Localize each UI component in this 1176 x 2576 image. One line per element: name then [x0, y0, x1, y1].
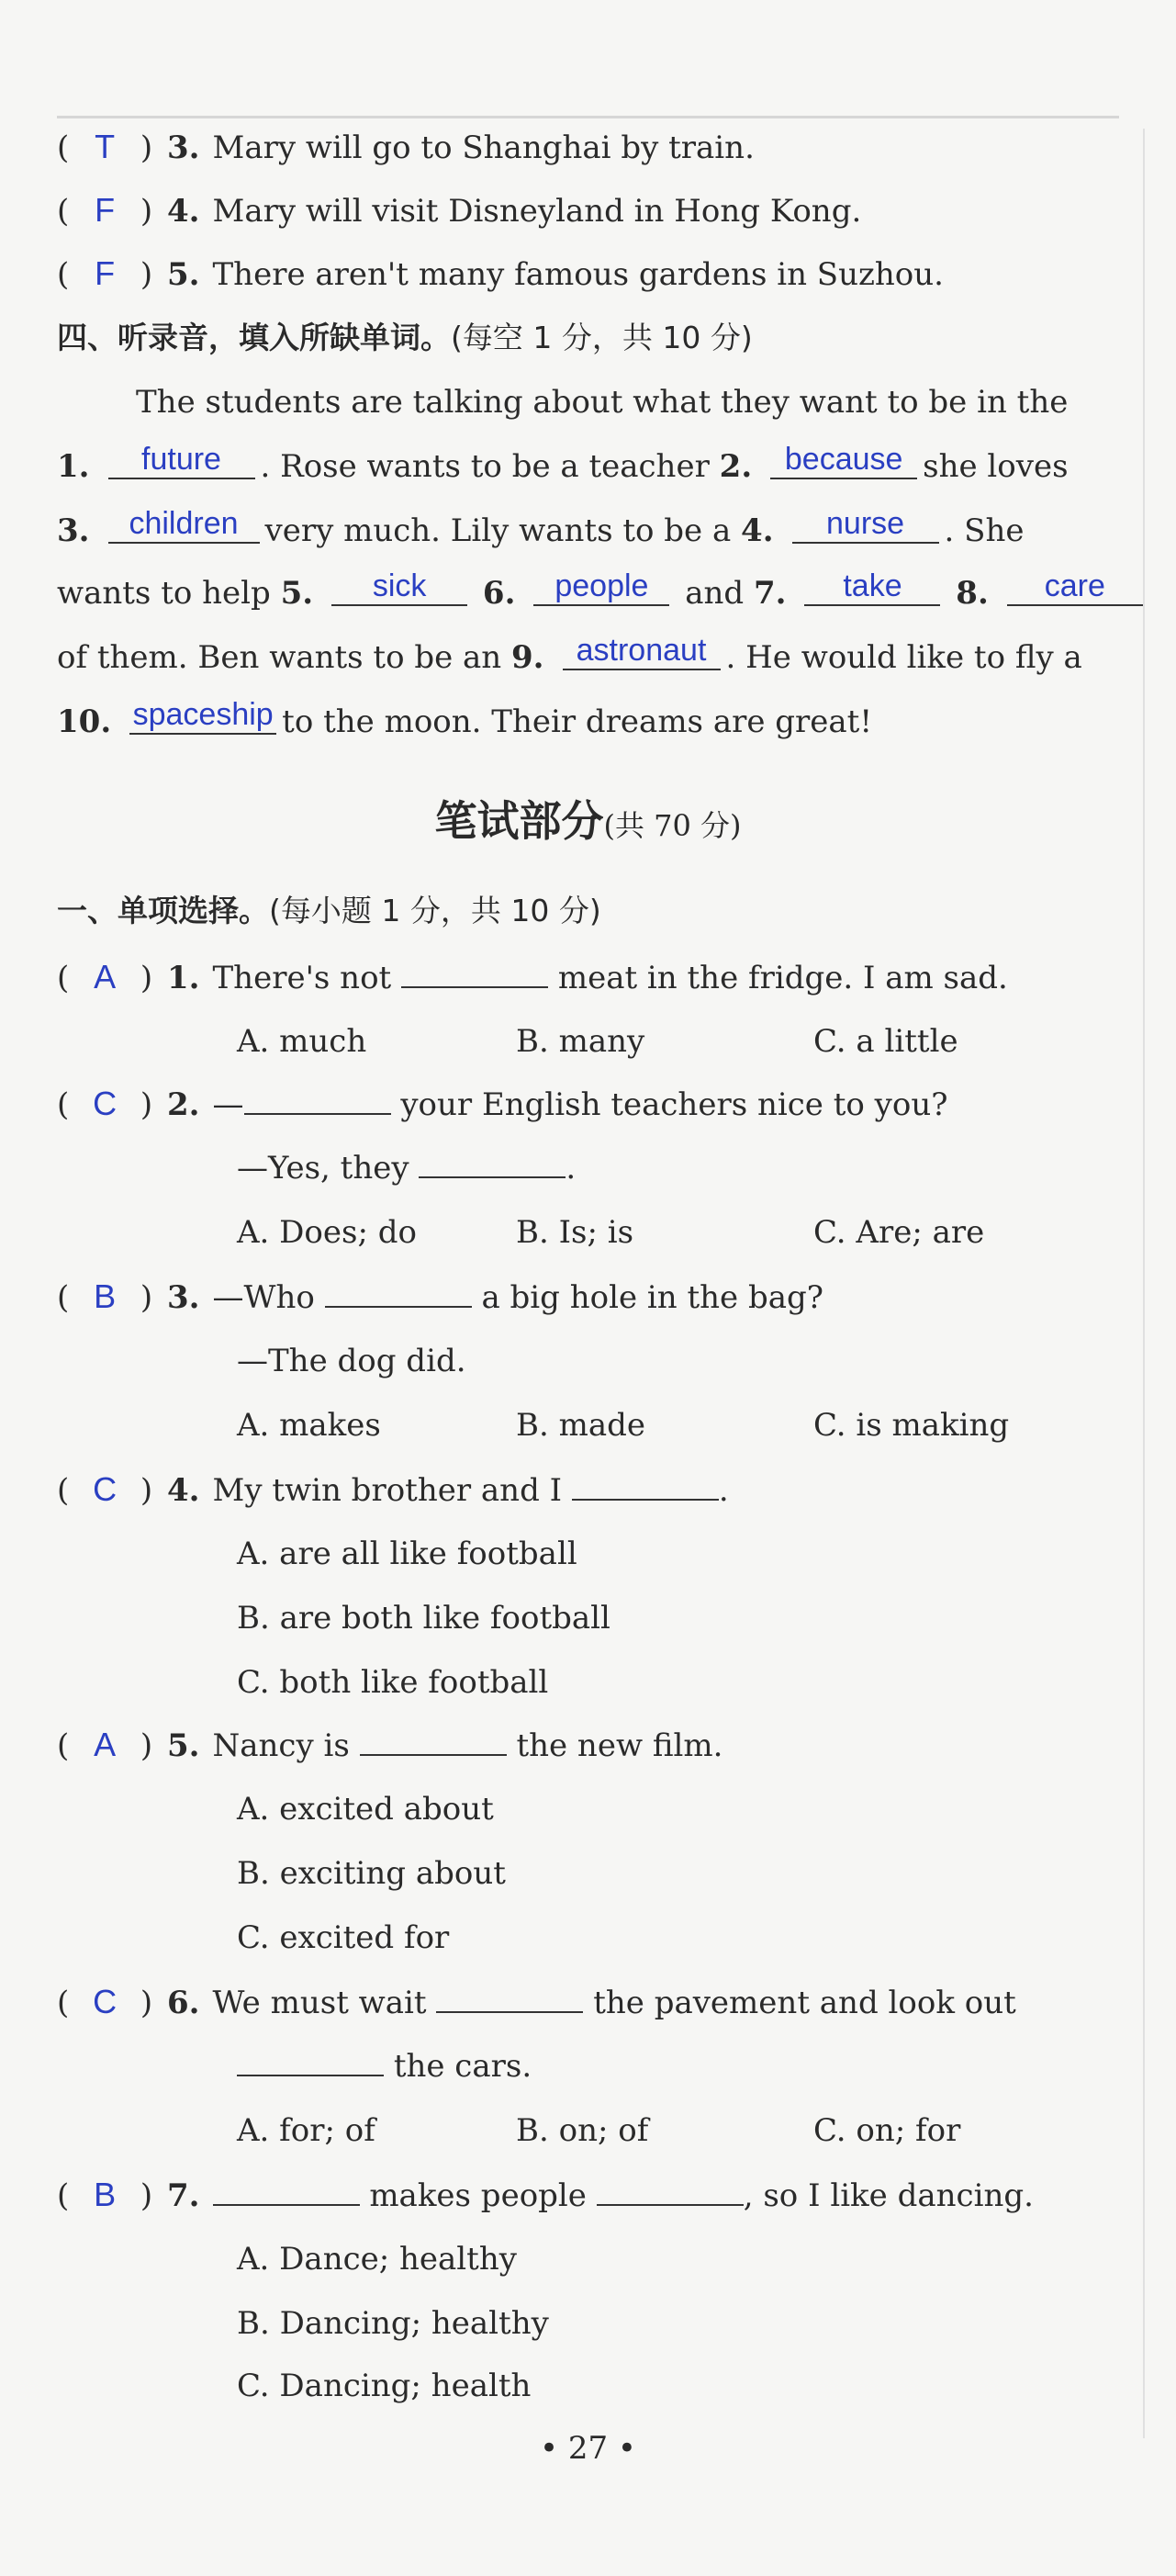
tf-answer: F	[95, 254, 116, 292]
question-5: ( A ) 5. Nancy is the new film.	[57, 1723, 1112, 1768]
answer-blank	[419, 1149, 566, 1178]
passage-line-6: 10. spaceship to the moon. Their dreams are great!	[57, 697, 873, 740]
question-4: ( C ) 4. My twin brother and I .	[57, 1468, 1112, 1513]
option-c: C. excited for	[237, 1919, 450, 1956]
option-a: A. Does; do	[237, 1214, 417, 1251]
mc-answer: B	[94, 2176, 117, 2213]
blank-4[interactable]: nurse	[792, 505, 939, 544]
question-2-line-2: —Yes, they .	[237, 1150, 577, 1187]
question-7: ( B ) 7. makes people , so I like dancing.	[57, 2173, 1112, 2218]
right-margin-line	[1143, 129, 1145, 2438]
option-c: C. Are; are	[813, 1214, 985, 1251]
option-c: C. both like football	[237, 1664, 549, 1701]
tf-item-5: ( F ) 5. There aren't many famous gardens in Suzhou.	[57, 252, 1112, 297]
mc-answer: A	[94, 1726, 117, 1763]
option-b: B. Is; is	[516, 1214, 634, 1251]
option-a: A. are all like football	[237, 1535, 577, 1572]
mc-answer: C	[93, 1470, 118, 1508]
page-number: • 27 •	[540, 2430, 636, 2467]
option-a: A. much	[237, 1023, 367, 1060]
question-1: ( A ) 1. There's not meat in the fridge. I am sad.	[57, 955, 1112, 1000]
answer-blank	[213, 2177, 360, 2206]
passage-line-2: 1. future . Rose wants to be a teacher 2. because she loves	[57, 442, 1069, 485]
option-b: B. Dancing; healthy	[237, 2305, 549, 2342]
answer-blank	[237, 2047, 384, 2076]
section-4-heading: 四、听录音，填入所缺单词。(每空 1 分，共 10 分)	[57, 320, 753, 355]
answer-blank	[597, 2177, 744, 2206]
answer-blank	[244, 1086, 391, 1115]
answer-blank	[572, 1471, 719, 1501]
section-1-heading: 一、单项选择。(每小题 1 分，共 10 分)	[57, 893, 601, 928]
blank-9[interactable]: astronaut	[563, 632, 721, 670]
answer-blank	[436, 1984, 583, 2013]
option-a: A. for; of	[237, 2112, 375, 2149]
option-b: B. on; of	[516, 2112, 649, 2149]
written-part-title: 笔试部分(共 70 分)	[434, 796, 742, 846]
option-c: C. is making	[813, 1407, 1010, 1444]
tf-item-4: ( F ) 4. Mary will visit Disneyland in Hong Kong.	[57, 188, 1112, 233]
mc-answer: C	[93, 1983, 118, 2020]
tf-answer: F	[95, 191, 116, 229]
option-b: B. made	[516, 1407, 645, 1444]
top-divider	[57, 116, 1119, 118]
blank-5[interactable]: sick	[331, 568, 467, 606]
passage-line-4: wants to help 5. sick 6. people and 7. take 8. care	[57, 571, 1112, 615]
question-2: ( C ) 2. — your English teachers nice to you?	[57, 1082, 1112, 1127]
answer-blank	[325, 1278, 472, 1308]
option-c: C. on; for	[813, 2112, 961, 2149]
passage-line-3: 3. children very much. Lily wants to be a 4. nurse . She	[57, 506, 1025, 549]
option-c: C. Dancing; health	[237, 2368, 532, 2404]
question-3-line-2: —The dog did.	[237, 1343, 466, 1379]
tf-item-3: ( T ) 3. Mary will go to Shanghai by train.	[57, 125, 1112, 170]
mc-answer: C	[93, 1085, 118, 1122]
blank-10[interactable]: spaceship	[129, 696, 276, 735]
option-a: A. excited about	[237, 1791, 494, 1828]
passage-line-1: The students are talking about what they want to be in the	[136, 384, 1069, 421]
tf-answer: T	[95, 128, 116, 165]
mc-answer: A	[94, 958, 117, 996]
question-3: ( B ) 3. —Who a big hole in the bag?	[57, 1275, 1112, 1320]
answer-blank	[401, 959, 548, 988]
blank-2[interactable]: because	[770, 441, 917, 479]
question-6: ( C ) 6. We must wait the pavement and look out	[57, 1980, 1112, 2025]
option-b: B. many	[516, 1023, 645, 1060]
blank-7[interactable]: take	[804, 568, 940, 606]
answer-blank	[360, 1727, 507, 1756]
option-b: B. are both like football	[237, 1600, 610, 1637]
blank-6[interactable]: people	[533, 568, 669, 606]
blank-8[interactable]: care	[1007, 568, 1143, 606]
option-a: A. Dance; healthy	[237, 2241, 517, 2278]
option-a: A. makes	[237, 1407, 381, 1444]
blank-1[interactable]: future	[108, 441, 255, 479]
option-b: B. exciting about	[237, 1855, 506, 1892]
question-6-line-2: the cars.	[237, 2044, 532, 2088]
option-c: C. a little	[813, 1023, 958, 1060]
blank-3[interactable]: children	[108, 505, 260, 544]
passage-line-5: of them. Ben wants to be an 9. astronaut . He would like to fly a	[57, 633, 1082, 676]
mc-answer: B	[94, 1277, 117, 1315]
